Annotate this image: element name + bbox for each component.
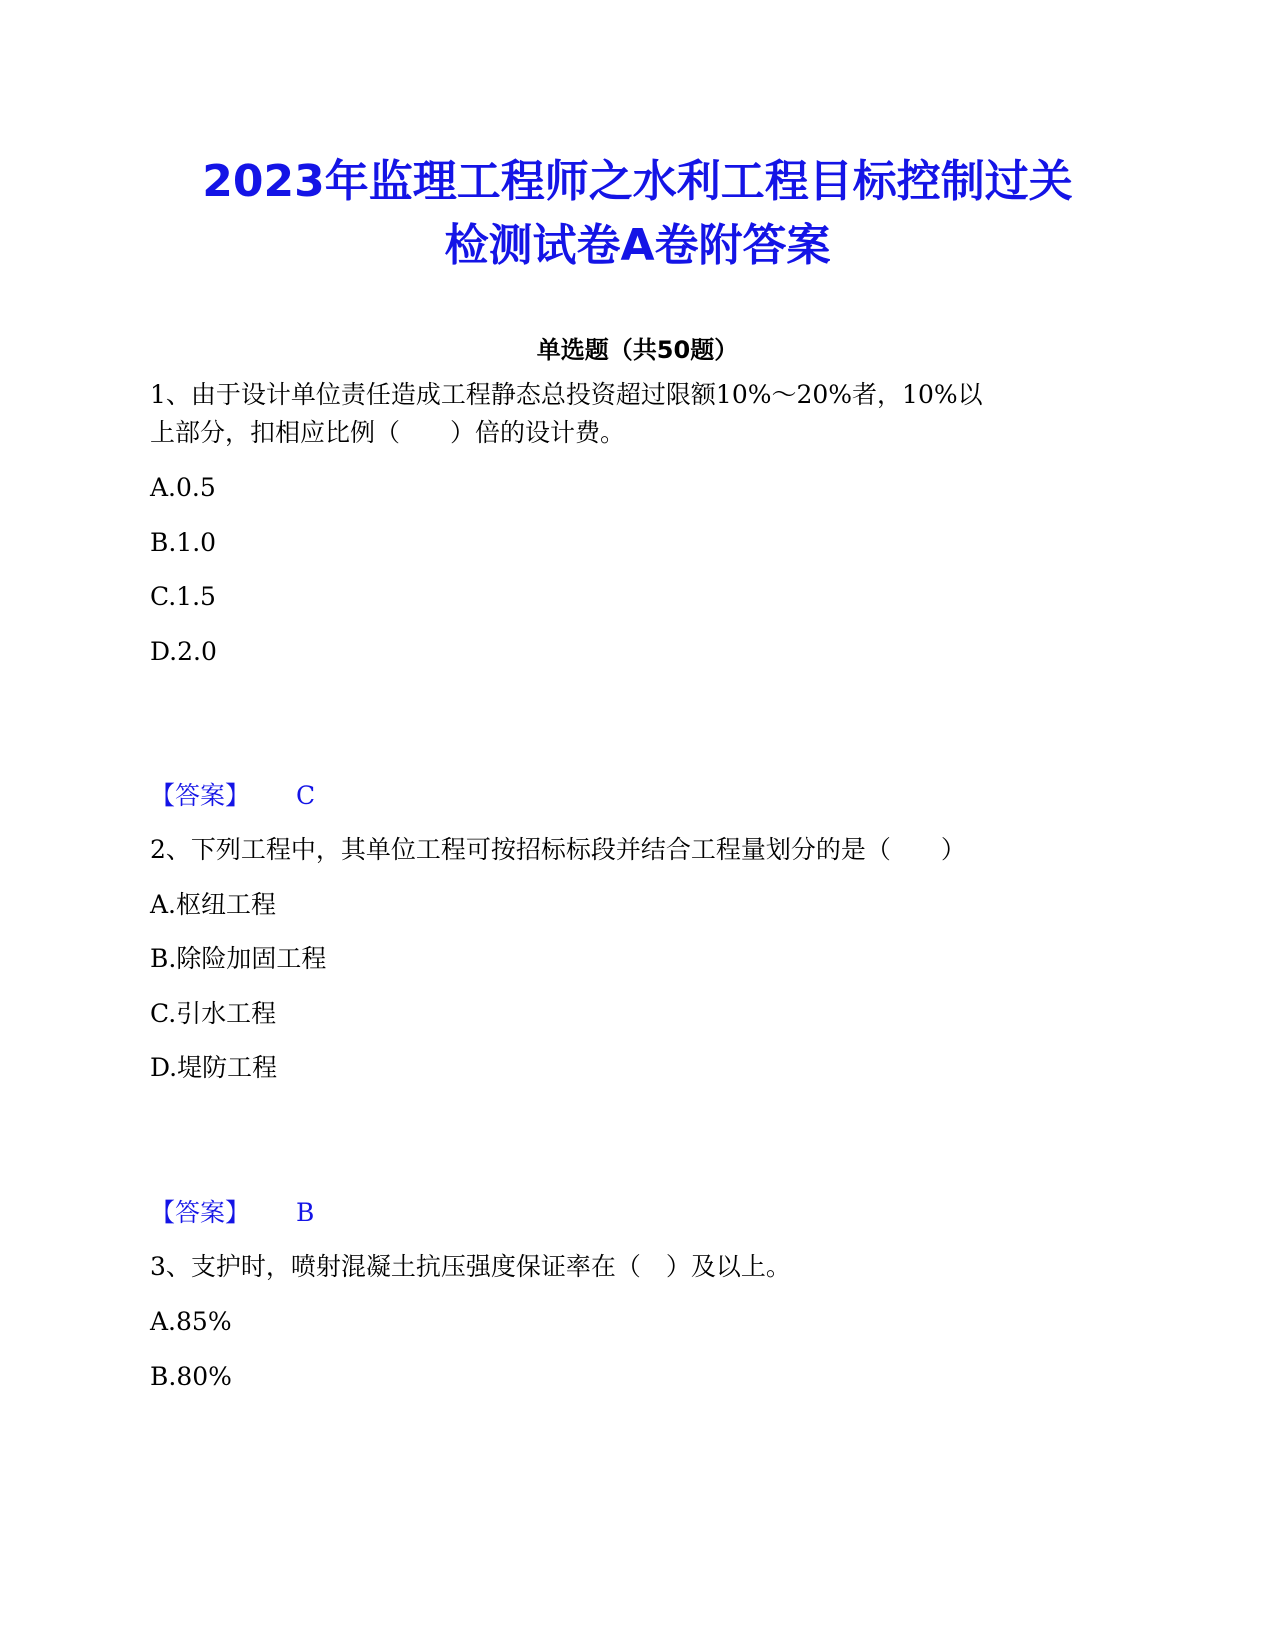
document-title — [120, 150, 1155, 278]
question-1-option-a: A.0.5 — [150, 473, 216, 502]
question-1-answer — [150, 776, 315, 816]
document-title-line1: 2023年监理工程师之水利工程目标控制过关 — [202, 156, 1073, 207]
document-title-line2: 检测试卷A卷附答案 — [444, 220, 831, 271]
question-2-stem-line1: 2、下列工程中，其单位工程可按招标标段并结合工程量划分的是（ ） — [150, 835, 966, 864]
question-2-option-a: A.枢纽工程 — [150, 890, 277, 919]
answer-label: 【答案】 — [150, 781, 251, 810]
answer-label: 【答案】 — [150, 1198, 251, 1227]
question-2-option-b: B.除险加固工程 — [150, 944, 327, 973]
question-2-option-d: D.堤防工程 — [150, 1053, 278, 1082]
answer-value: B — [296, 1198, 315, 1227]
question-3-stem-line1: 3、支护时，喷射混凝土抗压强度保证率在（ ）及以上。 — [150, 1252, 791, 1281]
section-header: 单选题（共50题） — [536, 336, 739, 364]
question-1-stem-line2: 上部分，扣相应比例（ ）倍的设计费。 — [150, 418, 626, 447]
question-3-option-b: B.80% — [150, 1362, 232, 1391]
question-1-option-c: C.1.5 — [150, 582, 216, 611]
question-2-option-c: C.引水工程 — [150, 999, 277, 1028]
question-1-option-d: D.2.0 — [150, 637, 217, 666]
question-2-answer — [150, 1193, 314, 1233]
answer-value: C — [296, 781, 316, 810]
question-3-option-a: A.85% — [150, 1307, 232, 1336]
question-1-option-b: B.1.0 — [150, 528, 217, 557]
question-1-stem-line1: 1、由于设计单位责任造成工程静态总投资超过限额10%～20%者，10%以 — [150, 380, 983, 409]
